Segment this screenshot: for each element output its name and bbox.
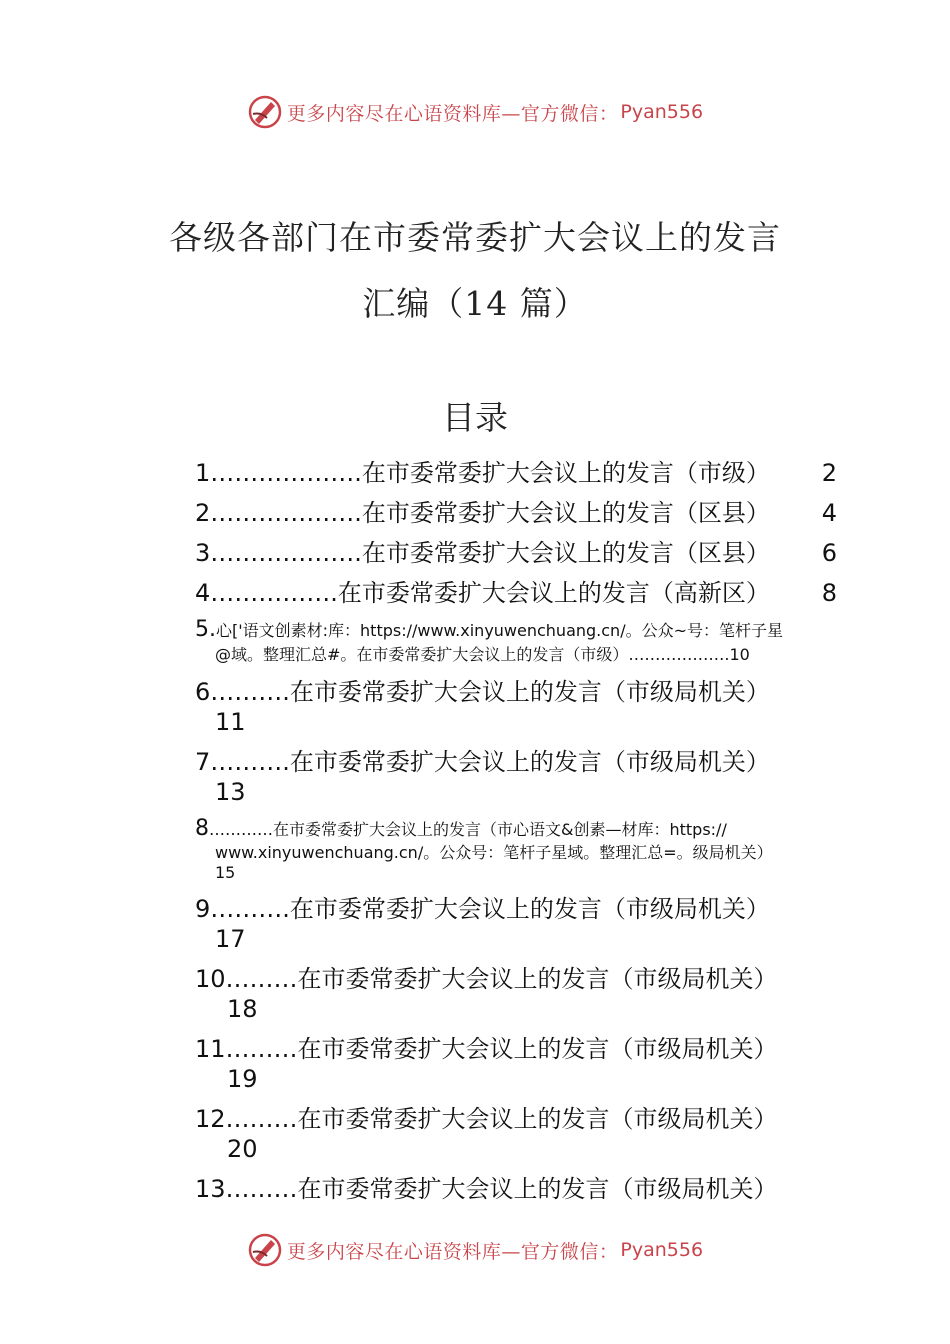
toc-entry-dots: ………. (210, 678, 290, 706)
toc-entry-number: 4 (195, 579, 211, 607)
toc-entry-text-line2: www.xinyuwenchuang.cn/。公众号：笔杆子星域。整理汇总=。级局机关） (215, 843, 773, 862)
toc-entry-page: 17 (215, 925, 246, 953)
toc-entry-dots: ………………. (210, 539, 362, 567)
toc-entry-text: 在市委常委扩大会议上的发言（市级局机关） (297, 1035, 778, 1063)
toc-entry-text-line2: @域。整理汇总#。在市委常委扩大会议上的发言（市级）……………….10 (215, 645, 750, 664)
toc-entry-number: 13 (195, 1175, 226, 1203)
toc-entry[interactable] (195, 538, 845, 568)
banner-text: 更多内容尽在心语资料库—官方微信： (286, 1240, 619, 1263)
toc-entry-number: 2 (195, 499, 211, 527)
document-subtitle: 汇编（14 篇） (362, 284, 588, 323)
toc-entry-page: 2 (821, 459, 837, 487)
toc-entry-page: 11 (215, 708, 246, 736)
banner-wechat-id: Pyan556 (620, 1239, 704, 1261)
toc-entry-text: 在市委常委扩大会议上的发言（市级局机关） (297, 1105, 778, 1133)
toc-entry-dots: ……………. (210, 579, 338, 607)
toc-entry-text: 在市委常委扩大会议上的发言（市级局机关） (289, 895, 770, 923)
toc-entry-dots: ………… (209, 820, 273, 839)
toc-entry-dots: ………………. (210, 459, 362, 487)
toc-entry[interactable] (195, 498, 845, 528)
toc-entry-number: 5. (195, 617, 216, 642)
footer-banner (0, 1232, 950, 1268)
toc-entry-text-line1: 心['语文创素材:库：https://www.xinyuwenchuang.cn/。公众~号：笔杆子星 (216, 621, 783, 640)
toc-entry-page: 8 (821, 579, 837, 607)
toc-entry[interactable] (195, 677, 845, 737)
toc-entry-dots: ……… (225, 1105, 298, 1133)
toc-entry-page: 18 (227, 995, 258, 1023)
table-of-contents (195, 458, 845, 1204)
toc-entry-number: 3 (195, 539, 211, 567)
toc-entry-number: 8 (195, 816, 209, 841)
toc-entry[interactable] (195, 1174, 845, 1204)
toc-entry[interactable] (195, 578, 845, 608)
toc-entry-page: 4 (821, 499, 837, 527)
pen-logo-icon (247, 94, 283, 130)
toc-entry-number: 9 (195, 895, 211, 923)
toc-entry[interactable] (195, 894, 845, 954)
toc-entry-page: 6 (821, 539, 837, 567)
toc-entry-text-line1: 在市委常委扩大会议上的发言（市心语文&创素—材库：https:// (273, 820, 727, 839)
toc-entry[interactable] (195, 458, 845, 488)
toc-entry-dots: ………. (210, 748, 290, 776)
toc-entry-text: 在市委常委扩大会议上的发言（市级局机关） (289, 678, 770, 706)
toc-entry-dots: ………. (210, 895, 290, 923)
toc-entry[interactable] (195, 1104, 845, 1164)
toc-entry-text: 在市委常委扩大会议上的发言（区县） (361, 539, 770, 567)
toc-entry-dots: ……… (225, 965, 298, 993)
toc-entry-text: 在市委常委扩大会议上的发言（市级局机关） (297, 1175, 778, 1203)
toc-entry-number: 1 (195, 459, 211, 487)
toc-entry-page: 15 (215, 863, 236, 882)
toc-entry-text: 在市委常委扩大会议上的发言（区县） (361, 499, 770, 527)
toc-entry-text: 在市委常委扩大会议上的发言（市级） (361, 459, 770, 487)
toc-entry-page: 20 (227, 1135, 258, 1163)
toc-entry-number: 7 (195, 748, 211, 776)
toc-entry-page: 19 (227, 1065, 258, 1093)
toc-entry[interactable] (195, 964, 845, 1024)
toc-entry-dots: ……… (225, 1175, 298, 1203)
toc-entry[interactable] (195, 747, 845, 807)
header-banner (0, 94, 950, 130)
toc-heading: 目录 (442, 398, 508, 437)
toc-entry-dots: ………………. (210, 499, 362, 527)
toc-entry-text: 在市委常委扩大会议上的发言（市级局机关） (297, 965, 778, 993)
toc-entry-number: 11 (195, 1035, 226, 1063)
toc-entry[interactable] (195, 817, 845, 882)
toc-entry-number: 10 (195, 965, 226, 993)
toc-entry-number: 12 (195, 1105, 226, 1133)
pen-logo-icon (247, 1232, 283, 1268)
toc-entry-number: 6 (195, 678, 211, 706)
toc-entry-dots: ……… (225, 1035, 298, 1063)
toc-entry-page: 13 (215, 778, 246, 806)
toc-entry-text: 在市委常委扩大会议上的发言（高新区） (337, 579, 770, 607)
banner-wechat-id: Pyan556 (620, 101, 704, 123)
banner-text: 更多内容尽在心语资料库—官方微信： (286, 102, 619, 125)
toc-entry[interactable] (195, 618, 845, 667)
document-title: 各级各部门在市委常委扩大会议上的发言 (169, 218, 781, 257)
toc-entry[interactable] (195, 1034, 845, 1094)
toc-entry-text: 在市委常委扩大会议上的发言（市级局机关） (289, 748, 770, 776)
